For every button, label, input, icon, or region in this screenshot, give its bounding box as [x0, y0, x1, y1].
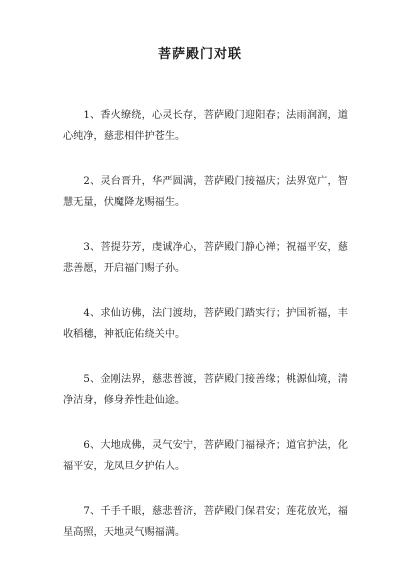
couplet-item-5: 5、金刚法界，慈悲普渡，菩萨殿门接善缘；桃源仙境，清净洁身，修身养性赴仙途。	[63, 374, 348, 406]
couplet-item-1: 1、香火缭绕，心灵长存，菩萨殿门迎阳春；法雨润润，道心纯净，慈悲相伴护苍生。	[63, 110, 348, 142]
couplet-item-7: 7、千手千眼，慈悲普济，菩萨殿门保君安；莲花放光，福星高照，天地灵气赐福满。	[63, 506, 348, 538]
couplet-item-2: 2、灵台晋升，华严圆满，菩萨殿门接福庆；法界宽广，智慧无量，伏魔降龙赐福生。	[63, 176, 348, 208]
couplet-item-3: 3、菩提芬芳，虔诚净心，菩萨殿门静心禅；祝福平安，慈悲善愿，开启福门赐子孙。	[63, 242, 348, 274]
couplet-item-4: 4、求仙访佛，法门渡劫，菩萨殿门踏实行；护国祈福，丰收稻穗，神祇庇佑绕关中。	[63, 308, 348, 340]
couplet-list	[63, 105, 348, 543]
page-title: 菩萨殿门对联	[157, 47, 242, 62]
couplet-item-6: 6、大地成佛，灵气安宁，菩萨殿门福禄齐；道官护法，化福平安，龙凤旦夕护佑人。	[63, 440, 348, 472]
